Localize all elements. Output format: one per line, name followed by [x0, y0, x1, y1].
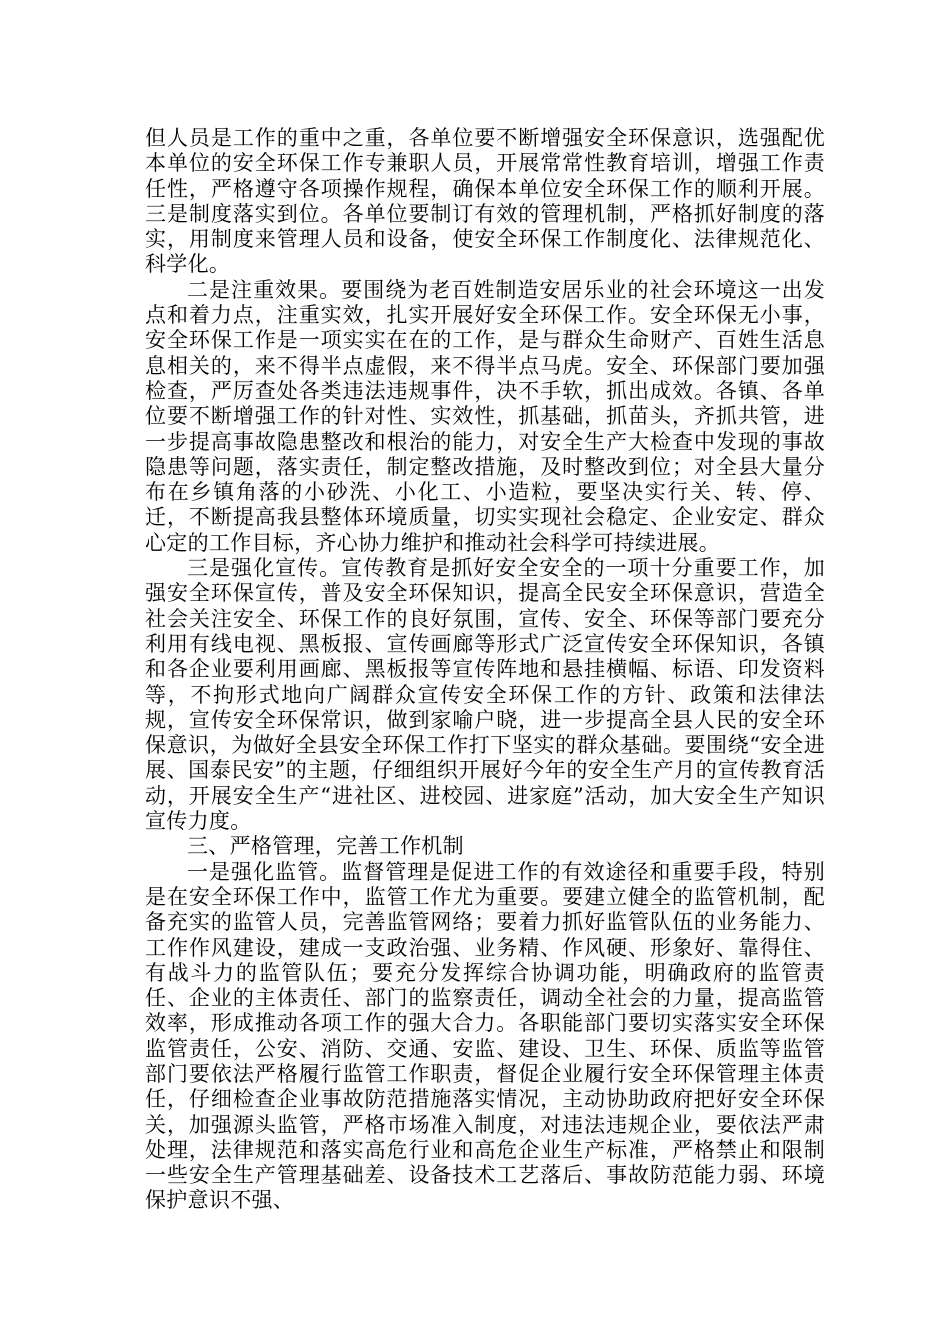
paragraph-2: 二是注重效果。要围绕为老百姓制造安居乐业的社会环境这一出发点和着力点，注重实效，扎实开展好安全环保工作。安全环保无小事，安全环保工作是一项实实在在的工作，是与群众生命财产、百姓生活息息相关的，来不得半点虚假，来不得半点马虎。安全、环保部门要加强检查，严厉查处各类违法违规事件，决不手软，抓出成效。各镇、各单位要不断增强工作的针对性、实效性，抓基础，抓苗头，齐抓共管，进一步提高事故隐患整改和根治的能力，对安全生产大检查中发现的事故隐患等问题，落实责任，制定整改措施，及时整改到位；对全县大量分布在乡镇角落的小砂洗、小化工、小造粒，要坚决实行关、转、停、迁，不断提高我县整体环境质量，切实实现社会稳定、企业安定、群众心定的工作目标，齐心协力维护和推动社会科学可持续进展。 [145, 277, 825, 555]
section-heading: 三、严格管理，完善工作机制 [187, 834, 464, 859]
document-page [145, 126, 825, 1214]
paragraph-3: 三是强化宣传。宣传教育是抓好安全安全的一项十分重要工作，加强安全环保宣传，普及安全环保知识，提高全民安全环保意识，营造全社会关注安全、环保工作的良好氛围，宣传、安全、环保等部门要充分利用有线电视、黑板报、宣传画廊等形式广泛宣传安全环保知识，各镇和各企业要利用画廊、黑板报等宣传阵地和悬挂横幅、标语、印发资料等，不拘形式地向广阔群众宣传安全环保工作的方针、政策和法律法规，宣传安全环保常识，做到家喻户晓，进一步提高全县人民的安全环保意识，为做好全县安全环保工作打下坚实的群众基础。要围绕“安全进展、国泰民安”的主题，仔细组织开展好今年的安全生产月的宣传教育活动，开展安全生产“进社区、进校园、进家庭”活动，加大安全生产知识宣传力度。 [145, 556, 825, 834]
paragraph-4: 一是强化监管。监督管理是促进工作的有效途径和重要手段，特别是在安全环保工作中，监管工作尤为重要。要建立健全的监管机制，配备充实的监管人员，完善监管网络；要着力抓好监管队伍的业务能力、工作作风建设，建成一支政治强、业务精、作风硬、形象好、靠得住、有战斗力的监管队伍；要充分发挥综合协调功能，明确政府的监管责任、企业的主体责任、部门的监察责任，调动全社会的力量，提高监管效率，形成推动各项工作的强大合力。各职能部门要切实落实安全环保监管责任，公安、消防、交通、安监、建设、卫生、环保、质监等监管部门要依法严格履行监管工作职责，督促企业履行安全环保管理主体责任，仔细检查企业事故防范措施落实情况，主动协助政府把好安全环保关，加强源头监管，严格市场准入制度，对违法违规企业，要依法严肃处理，法律规范和落实高危行业和高危企业生产标准，严格禁止和限制一些安全生产管理基础差、设备技术工艺落后、事故防范能力弱、环境保护意识不强、 [145, 859, 825, 1213]
paragraph-1: 但人员是工作的重中之重，各单位要不断增强安全环保意识，选强配优本单位的安全环保工作专兼职人员，开展常常性教育培训，增强工作责任性，严格遵守各项操作规程，确保本单位安全环保工作的顺利开展。三是制度落实到位。各单位要制订有效的管理机制，严格抓好制度的落实，用制度来管理人员和设备，使安全环保工作制度化、法律规范化、科学化。 [145, 126, 825, 277]
